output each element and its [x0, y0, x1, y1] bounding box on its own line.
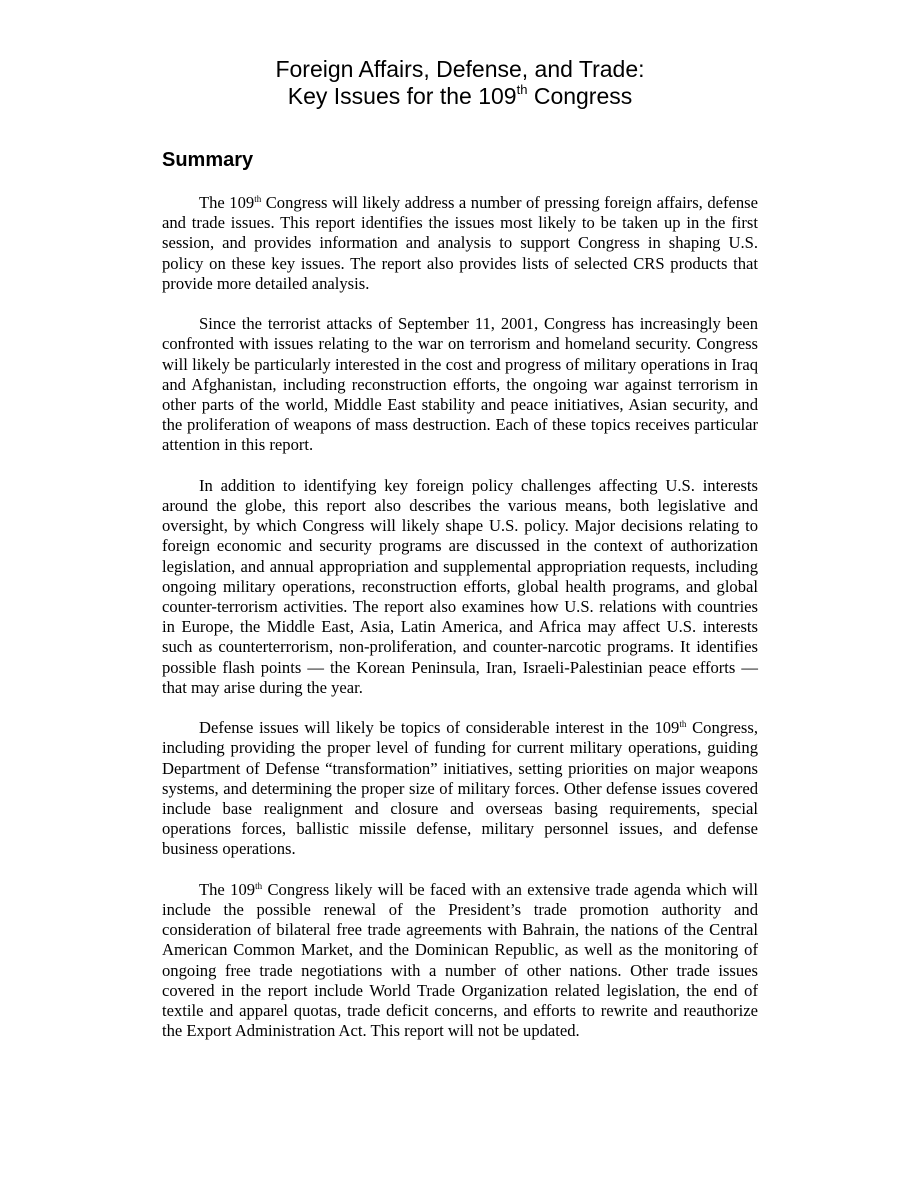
- paragraph-4-text: Congress, including providing the proper level of funding for current military operations, guiding Department of Defense “transformation” initiatives, setting priorities on major weapons systems, and determining the proper size of military forces. Other defense issues covered include base realignment and closure and overseas basing requirements, special operations forces, ballistic missile defense, military personnel issues, and defense business operations.: [162, 718, 758, 859]
- paragraph-1-lead: The 109: [199, 193, 255, 212]
- section-heading-summary: Summary: [162, 149, 254, 171]
- paragraph-5-ordinal-suffix: th: [255, 880, 263, 891]
- paragraph-2: Since the terrorist attacks of September 11, 2001, Congress has increasingly been confronted with issues relating to the war on terrorism and homeland security. Congress will likely be particularly interested in the cost and progress of military operations in Iraq and Afghanistan, including reconstruction efforts, the ongoing war against terrorism in other parts of the world, Middle East stability and peace initiatives, Asian security, and the proliferation of weapons of mass destruction. Each of these topics receives particular attention in this report.: [162, 314, 758, 455]
- paragraph-4-lead: Defense issues will likely be topics of considerable interest in the 109: [199, 718, 680, 738]
- document-title: [160, 56, 760, 110]
- paragraph-4: [162, 718, 758, 859]
- title-line-2-text: Key Issues for the 109: [287, 83, 517, 109]
- paragraph-1-ordinal-suffix: th: [254, 194, 262, 204]
- title-line-2: [160, 83, 760, 110]
- paragraph-5-text: Congress likely will be faced with an extensive trade agenda which will include the possible renewal of the President’s trade promotion authority and consideration of bilateral free trade agreements with Bahrain, the nations of the Central American Common Market, and the Dominican Republic, as well as the monitoring of ongoing free trade negotiations with a number of other nations. Other trade issues covered in the report include World Trade Organization related legislation, the end of textile and apparel quotas, trade deficit concerns, and efforts to rewrite and reauthorize the Export Administration Act. This report will not be updated.: [162, 879, 758, 1041]
- paragraph-3: In addition to identifying key foreign policy challenges affecting U.S. interests around the globe, this report also describes the various means, both legislative and oversight, by which Congress will likely shape U.S. policy. Major decisions relating to foreign economic and security programs are discussed in the context of authorization legislation, and annual appropriation and supplemental appropriation requests, including ongoing military operations, reconstruction efforts, global health programs, and global counter-terrorism activities. The report also examines how U.S. relations with countries in Europe, the Middle East, Asia, Latin America, and Africa may affect U.S. interests such as counterterrorism, non-proliferation, and counter-narcotic programs. It identifies possible flash points — the Korean Peninsula, Iran, Israeli-Palestinian peace efforts — that may arise during the year.: [162, 475, 758, 697]
- paragraph-4-ordinal-suffix: th: [679, 719, 687, 730]
- title-line-2-tail: Congress: [527, 83, 633, 109]
- title-line-1: Foreign Affairs, Defense, and Trade:: [275, 56, 645, 82]
- summary-body: [162, 193, 758, 1062]
- paragraph-5-lead: The 109: [199, 879, 256, 899]
- paragraph-1-text: Congress will likely address a number of pressing foreign affairs, defense and trade issues. This report identifies the issues most likely to be taken up in the first session, and provides information and analysis to support Congress in shaping U.S. policy on these key issues. The report also provides lists of selected CRS products that provide more detailed analysis.: [162, 193, 758, 293]
- paragraph-1: [162, 193, 758, 294]
- title-ordinal-suffix: th: [516, 82, 528, 97]
- paragraph-5: [162, 880, 758, 1042]
